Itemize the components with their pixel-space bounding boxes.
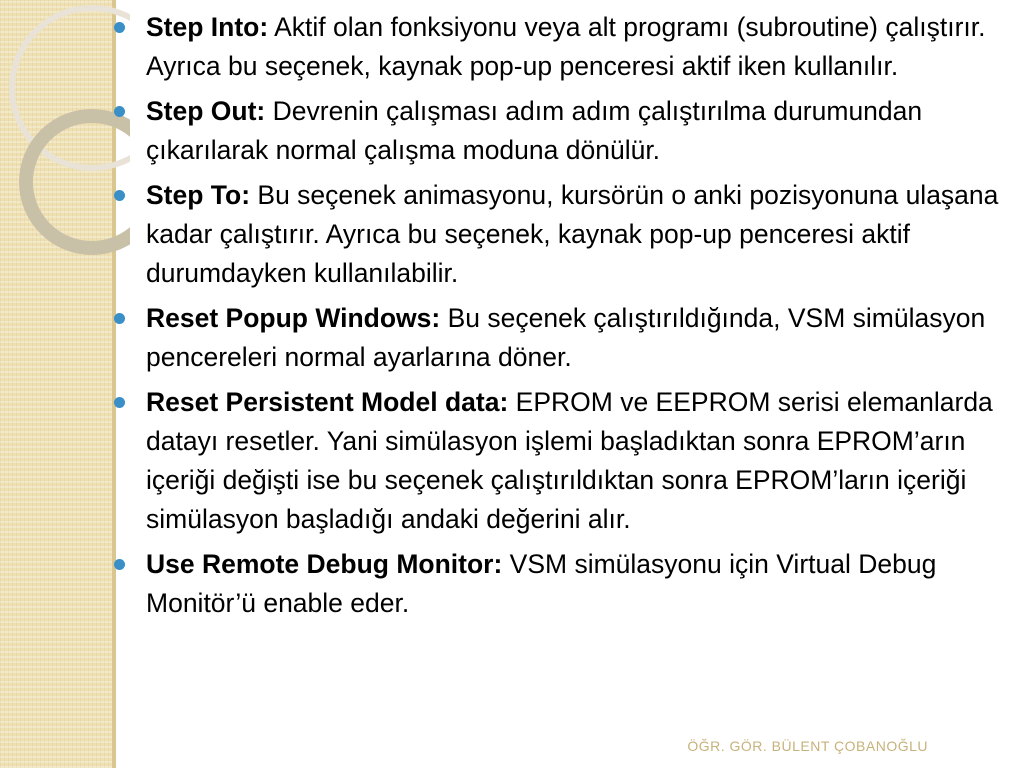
list-item: [112, 383, 1012, 539]
bullet-icon: [114, 190, 125, 201]
bullet-list: [112, 8, 1012, 623]
item-text: VSM simülasyonu için Virtual Debug Monitör’ü enable eder.: [146, 549, 937, 618]
decorative-rings: [0, 0, 130, 260]
list-item: [112, 92, 1012, 170]
item-term: Use Remote Debug Monitor:: [146, 549, 503, 579]
bullet-icon: [114, 397, 125, 408]
footer-author: ÖĞR. GÖR. BÜLENT ÇOBANOĞLU: [687, 738, 928, 754]
list-item: [112, 545, 1012, 623]
bullet-icon: [114, 559, 125, 570]
item-text: Bu seçenek animasyonu, kursörün o anki pozisyonuna ulaşana kadar çalıştırır. Ayrıca bu seçenek, kaynak pop-up penceresi aktif durumdayken kullanılabilir.: [146, 180, 999, 288]
list-item: [112, 299, 1012, 377]
list-item: [112, 8, 1012, 86]
item-text: Aktif olan fonksiyonu veya alt programı (subroutine) çalıştırır. Ayrıca bu seçenek, kaynak pop-up penceresi aktif iken kullanılır.: [146, 12, 986, 81]
bullet-icon: [114, 313, 125, 324]
item-term: Reset Popup Windows:: [146, 303, 441, 333]
item-term: Step To:: [146, 180, 251, 210]
bullet-icon: [114, 22, 125, 33]
bullet-icon: [114, 106, 125, 117]
slide-content: [112, 8, 1012, 629]
item-text: Bu seçenek çalıştırıldığında, VSM simülasyon pencereleri normal ayarlarına döner.: [146, 303, 986, 372]
item-term: Step Out:: [146, 96, 266, 126]
item-text: Devrenin çalışması adım adım çalıştırılma durumundan çıkarılarak normal çalışma moduna dönülür.: [146, 96, 923, 165]
item-text: EPROM ve EEPROM serisi elemanlarda datayı resetler. Yani simülasyon işlemi başladıktan sonra EPROM’arın içeriği değişti ise bu seçenek çalıştırıldıktan sonra EPROM’ların içeriği simülasyon başladığı andaki değerini alır.: [146, 387, 993, 534]
list-item: [112, 176, 1012, 293]
item-term: Step Into:: [146, 12, 269, 42]
item-term: Reset Persistent Model data:: [146, 387, 509, 417]
